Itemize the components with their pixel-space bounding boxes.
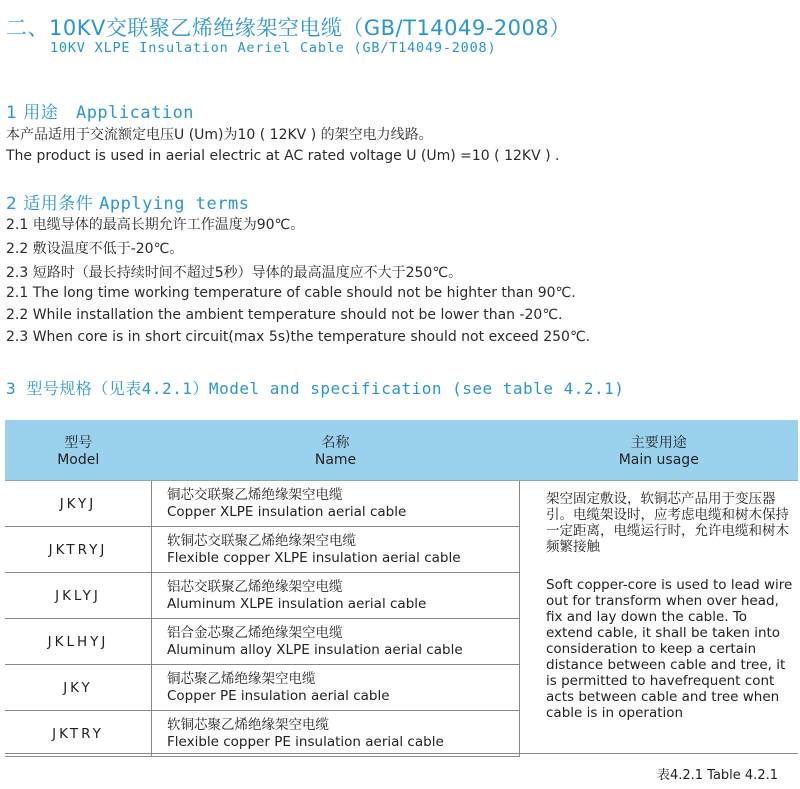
section-1-text-en: The product is used in aerial electric at AC rated voltage U (Um) =10 ( 12KV ) . xyxy=(6,148,560,164)
row-name xyxy=(152,527,520,573)
row-name xyxy=(152,619,520,665)
document-subtitle: 10KV XLPE Insulation Aeriel Cable (GB/T14049-2008) xyxy=(50,40,497,56)
row-model: JKLYJ xyxy=(5,573,152,619)
spec-table xyxy=(5,420,798,757)
header-name-en: Name xyxy=(314,452,357,468)
section-2-line: 2.1 The long time working temperature of cable should not be highter than 90℃. xyxy=(6,285,576,301)
row-name-en: Aluminum alloy XLPE insulation aerial cable xyxy=(167,641,463,658)
section-2-line: 2.2 敷设温度不低于-20℃。 xyxy=(6,241,184,257)
header-model-cn: 型号 xyxy=(64,435,93,451)
document-title: 二、10KV交联聚乙烯绝缘架空电缆（GB/T14049-2008） xyxy=(6,16,571,40)
header-model xyxy=(5,420,152,481)
usage-text-cn: 架空固定敷设，软铜芯产品用于变压器引。电缆架设时，应考虑电缆和树木保持一定距离，电缆运行时，允许电缆和树木频繁接触 xyxy=(546,491,789,555)
section-1-title-en: Application xyxy=(75,103,195,123)
row-name-en: Copper PE insulation aerial cable xyxy=(167,687,390,704)
row-name xyxy=(152,665,520,711)
section-2-title-en: Applying terms xyxy=(99,194,250,214)
row-name-cn: 铝合金芯聚乙烯绝缘架空电缆 xyxy=(167,624,343,641)
row-name-cn: 铜芯聚乙烯绝缘架空电缆 xyxy=(167,670,316,687)
table-bottom-rule xyxy=(5,753,798,754)
section-2-line: 2.2 While installation the ambient temperature should not be lower than -20℃. xyxy=(6,307,563,323)
row-model: JKY xyxy=(5,665,152,711)
row-name-cn: 铜芯交联聚乙烯绝缘架空电缆 xyxy=(167,486,343,503)
main-usage-cell xyxy=(520,481,799,757)
section-2-line: 2.3 短路时（最长持续时间不超过5秒）导体的最高温度应不大于250℃。 xyxy=(6,265,463,281)
row-name-en: Aluminum XLPE insulation aerial cable xyxy=(167,595,427,612)
section-2-line: 2.1 电缆导体的最高长期允许工作温度为90℃。 xyxy=(6,217,305,233)
row-model: JKYJ xyxy=(5,481,152,527)
row-name-en: Copper XLPE insulation aerial cable xyxy=(167,503,407,520)
section-2-title-cn: 2 适用条件 xyxy=(6,194,94,214)
row-model: JKLHYJ xyxy=(5,619,152,665)
header-name-cn: 名称 xyxy=(321,435,350,451)
table-header-row xyxy=(5,420,798,481)
header-name xyxy=(152,420,520,481)
usage-text-en: Soft copper-core is used to lead wire out for transform when over head, fix and lay down the cable. To extend cable, it shall be taken into consideration to keep a certain distance between cable and tree, it is permitted to havefrequent cont acts between cable and tree when cable is in operation xyxy=(546,577,793,721)
row-name-cn: 软铜芯聚乙烯绝缘架空电缆 xyxy=(167,716,329,733)
row-name xyxy=(152,481,520,527)
section-2-heading xyxy=(6,189,249,214)
row-name xyxy=(152,573,520,619)
section-2-line: 2.3 When core is in short circuit(max 5s)the temperature should not exceed 250℃. xyxy=(6,329,591,345)
table-caption: 表4.2.1 Table 4.2.1 xyxy=(656,768,778,783)
table-row xyxy=(5,481,798,527)
section-3-heading: 3 型号规格（见表4.2.1）Model and specification (see table 4.2.1) xyxy=(6,379,625,398)
row-model: JKTRYJ xyxy=(5,527,152,573)
section-1-heading xyxy=(6,98,194,123)
header-usage-cn: 主要用途 xyxy=(630,435,687,451)
row-name xyxy=(152,711,520,757)
row-model: JKTRY xyxy=(5,711,152,757)
section-1-text-cn: 本产品适用于交流额定电压U (Um)为10 ( 12KV ) 的架空电力线路。 xyxy=(6,127,433,143)
header-usage xyxy=(520,420,799,481)
row-name-cn: 铝芯交联聚乙烯绝缘架空电缆 xyxy=(167,578,343,595)
header-usage-en: Main usage xyxy=(618,452,699,468)
header-model-en: Model xyxy=(57,452,100,468)
row-name-cn: 软铜芯交联聚乙烯绝缘架空电缆 xyxy=(167,532,356,549)
row-name-en: Flexible copper XLPE insulation aerial cable xyxy=(167,549,461,566)
section-1-title-cn: 1 用途 xyxy=(6,103,59,123)
row-name-en: Flexible copper PE insulation aerial cable xyxy=(167,733,444,750)
